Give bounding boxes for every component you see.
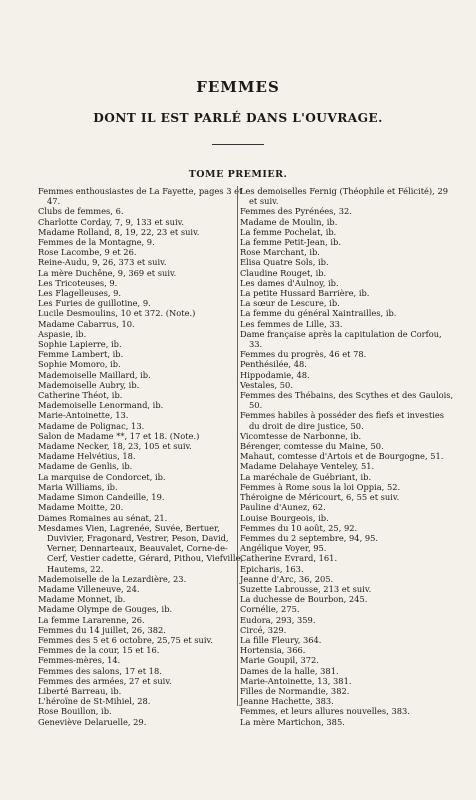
index-entry: La femme Petit-Jean, ib. [240, 237, 342, 248]
index-entry: Mademoiselle Maillard, ib. [38, 369, 151, 380]
index-entry: Dames Romaines au sénat, 21. [38, 512, 168, 523]
index-entry: Marie Goupil, 372. [240, 655, 319, 666]
index-entry: Catherine Evrard, 161. [240, 553, 338, 564]
index-entry: Femmes du progrès, 46 et 78. [240, 349, 367, 360]
index-entry: Femmes de la Montagne, 9. [38, 237, 155, 248]
index-entry: Geneviève Delaruelle, 29. [38, 716, 147, 727]
tome-heading: TOME PREMIER. [188, 169, 288, 180]
index-entry: Femmes à Rome sous la loi Oppia, 52. [240, 481, 401, 492]
index-entry: Vestales, 50. [240, 379, 293, 390]
index-entry: Marie-Antoinette, 13. [38, 410, 129, 421]
index-entry: Claudine Rouget, ib. [240, 267, 327, 278]
index-entry: Les demoiselles Fernig (Théophile et Félicité), 29 et suiv. [240, 186, 449, 207]
index-entry: Femmes des 5 et 6 octobre, 25,75 et suiv. [38, 634, 213, 645]
index-entry: Penthésilée, 48. [240, 359, 307, 370]
index-entry: La duchesse de Bourbon, 245. [240, 594, 368, 605]
index-entry: Femmes enthousiastes de La Fayette, pages 3 et 47. [38, 186, 243, 207]
index-entry: La femme du général Xaintrailles, ib. [240, 308, 397, 319]
index-entry: Madame Moitte, 20. [38, 502, 124, 513]
index-entry: Femmes du 10 août, 25, 92. [240, 522, 358, 533]
index-entry: Bérenger, comtesse du Maine, 50. [240, 441, 384, 452]
index-entry: Eudora, 293, 359. [240, 614, 316, 625]
page-subtitle: DONT IL EST PARLÉ DANS L'OUVRAGE. [93, 111, 383, 125]
index-entry: Théroigne de Méricourt, 6, 55 et suiv. [240, 492, 400, 503]
index-entry: Madame Delahaye Venteley, 51. [240, 461, 375, 472]
index-entry: Dame française après la capitulation de Corfou, 33. [240, 328, 442, 350]
index-entry: Madame de Moulin, ib. [240, 216, 338, 227]
index-entry: Madame Monnet, ib. [38, 594, 126, 605]
index-entry: Clubs de femmes, 6. [38, 206, 124, 217]
index-entry: Jeanne Hachette, 383. [240, 696, 334, 707]
title-rule [212, 144, 264, 145]
index-entry: Liberté Barreau, ib. [38, 685, 122, 696]
index-entry: Hippodamie, 48. [240, 369, 310, 380]
index-entry: La petite Hussard Barrière, ib. [240, 288, 370, 299]
index-entry: Les femmes de Lille, 33. [240, 318, 343, 329]
index-entry: Circé, 329. [240, 624, 287, 635]
index-entry: Cornélie, 275. [240, 604, 300, 615]
index-entry: Sophie Lapierre, ib. [38, 339, 122, 350]
index-entry: La mère Duchêne, 9, 369 et suiv. [38, 267, 177, 278]
index-entry: Mesdames Vien, Lagrenée, Suvée, Bertuer, Duvivier, Fragonard, Vestrer, Peson, David, Verner, Dennarteaux, Beauvalet, Corne-de-Cerf, Vestier cadette, Gérard, Pithou, Viefville, Hautems, 22. [38, 522, 244, 574]
index-entry: Femmes du 14 juillet, 26, 382. [38, 624, 166, 635]
index-entry: Les Furies de guillotine, 9. [38, 298, 151, 309]
index-entry: Femmes de la cour, 15 et 16. [38, 645, 160, 656]
index-entry: Charlotte Corday, 7, 9, 133 et suiv. [38, 216, 184, 227]
index-entry: Filles de Normandie, 382. [240, 685, 350, 696]
index-entry: Madame Rolland, 8, 19, 22, 23 et suiv. [38, 226, 200, 237]
index-entry: Rose Marchant, ib. [240, 247, 320, 258]
index-entry: Femmes habiles à posséder des fiefs et investies du droit de dire justice, 50. [240, 410, 445, 431]
index-entry: Angélique Voyer, 95. [240, 543, 327, 554]
index-entry: Dames de la halle, 381. [240, 665, 339, 676]
index-entry: Femmes des Thébains, des Scythes et des Gaulois, 50. [240, 390, 454, 411]
index-entry: Madame de Polignac, 13. [38, 420, 145, 431]
index-entry: Catherine Théot, ib. [38, 390, 123, 401]
index-entry: Rose Bouillon, ib. [38, 706, 112, 717]
index-entry: L'héroïne de St-Mihiel, 28. [38, 696, 151, 707]
index-entry: Aspasie, ib. [38, 328, 87, 339]
index-entry: Jeanne d'Arc, 36, 205. [240, 573, 334, 584]
index-entry: Pauline d'Aunez, 62. [240, 502, 326, 513]
index-entry: Sophie Momoro, ib. [38, 359, 121, 370]
index-column-right [240, 186, 454, 727]
index-entry: La femme Lararenne, 26. [38, 614, 145, 625]
index-entry: Madame Necker, 18, 23, 105 et suiv. [38, 441, 192, 452]
index-entry: La maréchale de Guébriant, ib. [240, 471, 372, 482]
index-entry: Femmes du 2 septembre, 94, 95. [240, 532, 379, 543]
index-entry: Femmes des Pyrénées, 32. [240, 206, 352, 217]
index-entry: La marquise de Condorcet, ib. [38, 471, 166, 482]
index-entry: Les dames d'Aulnoy, ib. [240, 277, 339, 288]
index-entry: Madame de Genlis, ib. [38, 461, 133, 472]
page-title: FEMMES [196, 78, 280, 96]
index-entry: Mademoiselle Aubry, ib. [38, 379, 140, 390]
index-entry: Madame Cabarrus, 10. [38, 318, 135, 329]
index-entry: Mahaut, comtesse d'Artois et de Bourgogne, 51. [240, 451, 444, 462]
index-entry: Marie-Antoinette, 13, 381. [240, 675, 352, 686]
index-entry: Elisa Quatre Sols, ib. [240, 257, 329, 268]
index-entry: Femmes des salons, 17 et 18. [38, 665, 162, 676]
index-entry: Femmes-mères, 14. [38, 655, 121, 666]
index-entry: Madame Olympe de Gouges, ib. [38, 604, 173, 615]
column-divider [237, 186, 238, 706]
index-entry: La femme Pochelat, ib. [240, 226, 337, 237]
index-entry: Madame Villeneuve, 24. [38, 583, 140, 594]
index-entry: Madame Simon Candeille, 19. [38, 492, 165, 503]
index-entry: Femmes des armées, 27 et suiv. [38, 675, 172, 686]
index-entry: Salon de Madame **, 17 et 18. (Note.) [38, 430, 200, 441]
index-entry: Les Flagelleuses, 9. [38, 288, 122, 299]
index-entry: Louise Bourgeois, ib. [240, 512, 329, 523]
index-entry: Les Tricoteuses, 9. [38, 277, 118, 288]
index-entry: Suzette Labrousse, 213 et suiv. [240, 583, 372, 594]
index-entry: La mère Martichon, 385. [240, 716, 345, 727]
index-entry: Vicomtesse de Narbonne, ib. [240, 430, 362, 441]
index-entry: La fille Fleury, 364. [240, 634, 322, 645]
index-entry: Madame Helvétius, 18. [38, 451, 136, 462]
index-entry: Epicharis, 163. [240, 563, 304, 574]
index-entry: Mademoiselle Lenormand, ib. [38, 400, 164, 411]
index-entry: Reine-Audu, 9, 26, 373 et suiv. [38, 257, 167, 268]
index-entry: Maria Williams, ib. [38, 481, 118, 492]
index-entry: Mademoiselle de la Lezardière, 23. [38, 573, 187, 584]
index-entry: Rose Lacombe, 9 et 26. [38, 247, 137, 258]
index-entry: Femmes, et leurs allures nouvelles, 383. [240, 706, 410, 717]
index-entry: Lucile Desmoulins, 10 et 372. (Note.) [38, 308, 196, 319]
index-entry: Femme Lambert, ib. [38, 349, 124, 360]
index-entry: La sœur de Lescure, ib. [240, 298, 340, 309]
index-entry: Hortensia, 366. [240, 645, 306, 656]
index-column-left [38, 186, 248, 727]
